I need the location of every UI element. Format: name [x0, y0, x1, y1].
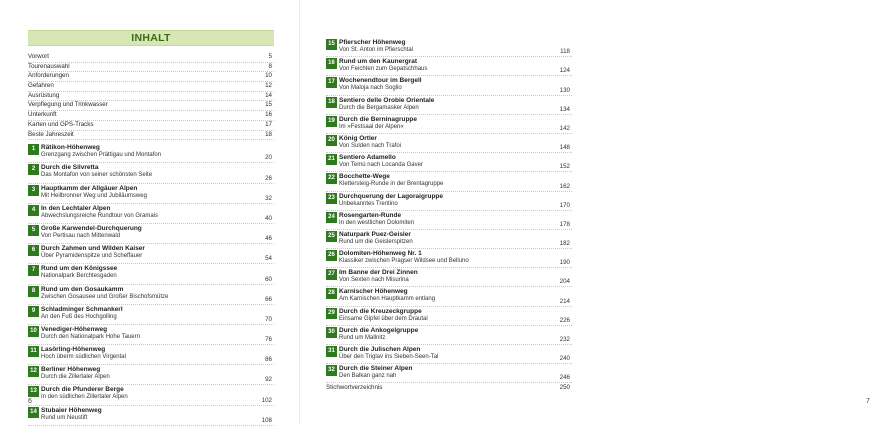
tour-number-badge: 30: [326, 327, 337, 338]
page-number-left: 6: [28, 398, 32, 405]
toc-intro-label: Karten und GPS-Tracks: [28, 120, 94, 128]
tour-subtitle: Von Maloja nach Soglio: [339, 85, 402, 92]
tour-title: Durch die Julischen Alpen: [339, 346, 421, 353]
tour-subtitle: Den Balkan ganz nah: [339, 373, 397, 380]
toc-intro-row[interactable]: [28, 101, 274, 111]
tour-subtitle: Rund um die Geislerspitzen: [339, 238, 413, 245]
tour-number-badge: 3: [28, 185, 39, 196]
toc-intro-page: 12: [265, 82, 272, 90]
tour-title: Berliner Höhenweg: [41, 366, 101, 374]
tour-page: 118: [560, 48, 570, 56]
toc-intro-label: Verpflegung und Trinkwasser: [28, 101, 108, 109]
toc-tour-entry[interactable]: [28, 204, 274, 224]
tour-subtitle: Von Sexten nach Misurina: [339, 277, 409, 284]
tour-title: Sentiero Adamello: [339, 154, 396, 162]
toc-tour-entry[interactable]: [28, 244, 274, 264]
tour-page: 26: [265, 174, 272, 182]
tour-number-badge: 14: [28, 407, 39, 418]
tour-page: 32: [265, 194, 272, 202]
tour-page: 108: [261, 416, 272, 424]
toc-intro-label: Ausrüstung: [28, 91, 60, 99]
toc-tour-entry[interactable]: [28, 305, 274, 325]
toc-intro-row[interactable]: [28, 72, 274, 82]
tour-subtitle: Am Karnischen Hauptkamm entlang: [339, 296, 436, 303]
tour-title: Schladminger Schmankerl: [41, 305, 123, 313]
toc-tour-entry[interactable]: [28, 365, 274, 385]
tour-number-badge: 16: [326, 58, 337, 69]
tour-number-badge: 4: [28, 205, 39, 216]
toc-intro-row[interactable]: [28, 131, 274, 141]
tour-subtitle: Rund um Mallnitz: [339, 334, 386, 341]
tour-subtitle: Von Sulden nach Trafoi: [339, 142, 402, 149]
tour-subtitle: Über Pyramidenspitze und Scheffauer: [41, 253, 143, 260]
tour-number-badge: 8: [28, 286, 39, 297]
tour-page: 102: [261, 396, 272, 404]
tour-page: 54: [265, 255, 272, 263]
toc-tour-entry[interactable]: [326, 192, 572, 211]
toc-tour-entry[interactable]: [326, 76, 572, 95]
toc-intro-page: 17: [265, 120, 272, 128]
toc-tour-entry[interactable]: [326, 134, 572, 153]
tour-title: Durch Zahmen und Wilden Kaiser: [41, 245, 145, 253]
tour-subtitle: Von Pertisau nach Mittenwald: [41, 232, 121, 239]
tour-subtitle: Über den Triglav ins Sieben-Seen-Tal: [339, 354, 439, 360]
toc-tour-entry[interactable]: [28, 264, 274, 284]
tour-number-badge: 13: [28, 386, 39, 397]
tour-subtitle: Von Temù nach Locanda Gaver: [339, 162, 423, 169]
index-label: Stichwortverzeichnis: [326, 384, 383, 392]
tour-number-badge: 11: [28, 346, 39, 357]
tour-number-badge: 10: [28, 326, 39, 337]
tour-page: 40: [265, 214, 272, 222]
tour-page: 92: [265, 376, 272, 384]
tour-title: König Ortler: [339, 134, 377, 142]
toc-tour-entry[interactable]: [28, 224, 274, 244]
tour-number-badge: 2: [28, 164, 39, 175]
toc-tour-entry[interactable]: [326, 345, 572, 364]
toc-tour-entry[interactable]: [28, 385, 274, 405]
tour-subtitle: Rund um Neustift: [41, 414, 88, 421]
tour-page: 246: [559, 374, 570, 382]
tour-page: 214: [559, 297, 570, 305]
toc-intro-page: 14: [265, 91, 272, 99]
tour-title: Hauptkamm der Allgäuer Alpen: [41, 184, 138, 192]
tour-number-badge: 32: [326, 365, 337, 376]
toc-intro-page: 15: [265, 101, 272, 109]
tour-title: Rund um den Kaunergrat: [339, 58, 418, 66]
tour-page: 152: [559, 163, 570, 171]
toc-intro-page: 5: [268, 53, 272, 60]
tour-page: 60: [265, 275, 272, 283]
tour-title: Venediger-Höhenweg: [41, 325, 108, 333]
tour-number-badge: 20: [326, 135, 337, 146]
tour-number-badge: 24: [326, 212, 337, 223]
tour-title: Dolomiten-Höhenweg Nr. 1: [339, 250, 422, 258]
tour-title: Pfierscher Höhenweg: [339, 39, 406, 46]
index-page: 250: [559, 384, 570, 392]
toc-intro-label: Anforderungen: [28, 72, 69, 80]
tour-page: 148: [559, 144, 570, 152]
toc-tour-entry[interactable]: [326, 230, 572, 249]
tour-subtitle: Mit Heilbronner Weg und Jubiläumsweg: [41, 192, 147, 199]
tour-page: 86: [265, 356, 272, 364]
toc-left-column: [28, 53, 274, 426]
tour-number-badge: 23: [326, 193, 337, 204]
tour-page: 124: [559, 67, 570, 75]
tour-title: Sentiero delle Orobie Orientale: [339, 96, 435, 104]
tour-page: 134: [559, 105, 570, 113]
tour-page: 162: [559, 182, 570, 190]
tour-title: Rätikon-Höhenweg: [41, 144, 100, 152]
tour-number-badge: 5: [28, 225, 39, 236]
tour-page: 240: [559, 355, 570, 363]
tour-title: In den Lechtaler Alpen: [41, 204, 111, 212]
tour-subtitle: Von Feichten zum Gepatschhaus: [339, 66, 428, 73]
tour-number-badge: 9: [28, 306, 39, 317]
toc-tour-entry[interactable]: [28, 325, 274, 345]
tour-title: Stubaier Höhenweg: [41, 406, 102, 414]
toc-tour-entry[interactable]: [326, 96, 572, 115]
toc-tour-entry[interactable]: [326, 326, 572, 345]
toc-tour-entry[interactable]: [326, 268, 572, 287]
toc-intro-row[interactable]: [28, 121, 274, 131]
tour-number-badge: 12: [28, 366, 39, 377]
tour-number-badge: 29: [326, 308, 337, 319]
tour-title: Rund um den Königssee: [41, 265, 118, 273]
toc-intro-label: Beste Jahreszeit: [28, 130, 74, 138]
toc-tour-entry[interactable]: [28, 345, 274, 365]
tour-title: Durchquerung der Lagoraigruppe: [339, 192, 444, 200]
toc-index-row[interactable]: [326, 383, 572, 393]
tour-number-badge: 26: [326, 250, 337, 261]
tour-subtitle: Einsame Gipfel über dem Drautal: [339, 315, 428, 322]
tour-title: Im Banne der Drei Zinnen: [339, 269, 418, 277]
tour-number-badge: 7: [28, 265, 39, 276]
tour-title: Karnischer Höhenweg: [339, 288, 408, 296]
toc-intro-row[interactable]: [28, 111, 274, 121]
tour-subtitle: Abwechslungsreiche Rundtour von Gramais: [41, 212, 159, 219]
tour-page: 232: [559, 336, 570, 343]
tour-title: Durch die Ankogelgruppe: [339, 326, 419, 334]
tour-title: Durch die Kreuzeckgruppe: [339, 307, 422, 315]
tour-subtitle: Durch die Bergamasker Alpen: [339, 104, 419, 111]
toc-tour-entry[interactable]: [326, 38, 572, 57]
contents-heading-box: [28, 30, 274, 46]
toc-intro-page: 8: [268, 62, 272, 70]
tour-subtitle: Nationalpark Berchtesgaden: [41, 273, 117, 280]
tour-subtitle: In den südlichen Zillertaler Alpen: [41, 394, 128, 401]
tour-subtitle: In den westlichen Dolomiten: [339, 219, 415, 226]
tour-title: Lasörling-Höhenweg: [41, 346, 106, 354]
tour-subtitle: Von St. Anton im Pfierschtal: [339, 47, 414, 53]
tour-title: Durch die Silvretta: [41, 164, 99, 172]
toc-tour-entry[interactable]: [28, 184, 274, 204]
tour-number-badge: 31: [326, 346, 337, 357]
tour-subtitle: Unbekanntes Trentino: [339, 200, 398, 207]
tour-title: Rund um den Gosaukamm: [41, 285, 124, 293]
tour-page: 178: [559, 220, 570, 228]
tour-number-badge: 19: [326, 116, 337, 127]
toc-tour-entry[interactable]: [326, 211, 572, 230]
tour-subtitle: Im »Festsaal der Alpen«: [339, 123, 404, 130]
toc-intro-label: Vorwort: [28, 53, 49, 60]
tour-page: 66: [265, 295, 272, 303]
toc-tour-entry[interactable]: [326, 172, 572, 191]
toc-tour-entry[interactable]: [326, 249, 572, 268]
tour-page: 20: [265, 154, 272, 162]
toc-intro-row[interactable]: [28, 63, 274, 73]
tour-number-badge: 15: [326, 39, 337, 50]
tour-subtitle: An den Fuß des Hochgolling: [41, 313, 117, 320]
tour-subtitle: Grenzgang zwischen Prättigau und Montafon: [41, 152, 162, 159]
tour-subtitle: Zwischen Gosausee und Großer Bischofsmütze: [41, 293, 169, 300]
tour-page: 130: [559, 86, 570, 94]
tour-subtitle: Hoch überm südlichen Virgental: [41, 354, 126, 361]
toc-intro-page: 18: [265, 130, 272, 138]
contents-heading: INHALT: [131, 32, 171, 44]
tour-subtitle: Das Montafon von seiner schönsten Seite: [41, 172, 153, 179]
toc-intro-label: Gefahren: [28, 82, 54, 90]
tour-page: 190: [559, 259, 570, 267]
toc-right-column: [326, 38, 572, 393]
tour-page: 226: [559, 316, 570, 324]
toc-tour-entry[interactable]: [28, 406, 274, 426]
toc-tour-entry[interactable]: [28, 285, 274, 305]
tour-title: Rosengarten-Runde: [339, 211, 402, 219]
toc-intro-label: Tourenauswahl: [28, 62, 70, 70]
tour-page: 142: [559, 124, 570, 132]
page-number-right: 7: [866, 398, 870, 405]
tour-title: Durch die Berninagruppe: [339, 115, 418, 123]
toc-intro-page: 16: [265, 111, 272, 119]
tour-number-badge: 6: [28, 245, 39, 256]
tour-page: 204: [559, 278, 570, 286]
toc-intro-row[interactable]: [28, 53, 274, 63]
toc-intro-label: Unterkunft: [28, 111, 57, 119]
tour-number-badge: 27: [326, 269, 337, 280]
tour-number-badge: 25: [326, 231, 337, 242]
tour-page: 46: [265, 235, 272, 243]
tour-title: Bocchette-Wege: [339, 173, 390, 181]
tour-page: 76: [265, 336, 272, 344]
toc-intro-page: 10: [265, 72, 272, 80]
tour-page: 70: [265, 315, 272, 323]
tour-title: Naturpark Puez-Geisler: [339, 230, 411, 238]
toc-intro-row[interactable]: [28, 92, 274, 102]
toc-tour-entry[interactable]: [326, 57, 572, 76]
toc-tour-entry[interactable]: [326, 287, 572, 306]
left-page: [0, 0, 300, 423]
tour-number-badge: 1: [28, 144, 39, 155]
tour-title: Durch die Steiner Alpen: [339, 365, 413, 373]
tour-page: 170: [559, 201, 570, 209]
tour-title: Durch die Pfunderer Berge: [41, 386, 124, 394]
toc-intro-row[interactable]: [28, 82, 274, 92]
toc-tour-entry[interactable]: [326, 153, 572, 172]
tour-number-badge: 22: [326, 173, 337, 184]
tour-number-badge: 28: [326, 288, 337, 299]
tour-subtitle: Klassiker zwischen Pragser Wildsee und Belluno: [339, 258, 469, 265]
tour-title: Wochenendtour im Bergell: [339, 77, 422, 85]
tour-subtitle: Durch den Nationalpark Hohe Tauern: [41, 333, 140, 340]
tour-title: Große Karwendel-Durchquerung: [41, 224, 142, 232]
toc-tour-entry[interactable]: [326, 307, 572, 326]
tour-number-badge: 21: [326, 154, 337, 165]
toc-tour-entry[interactable]: [326, 364, 572, 383]
tour-subtitle: Klettersteig-Runde in der Brentagruppe: [339, 181, 444, 188]
toc-tour-entry[interactable]: [326, 115, 572, 134]
tour-subtitle: Durch die Zillertaler Alpen: [41, 374, 110, 381]
tour-number-badge: 17: [326, 77, 337, 88]
toc-tour-entry[interactable]: [28, 143, 274, 163]
tour-page: 182: [559, 240, 570, 248]
tour-number-badge: 18: [326, 97, 337, 108]
toc-tour-entry[interactable]: [28, 163, 274, 183]
